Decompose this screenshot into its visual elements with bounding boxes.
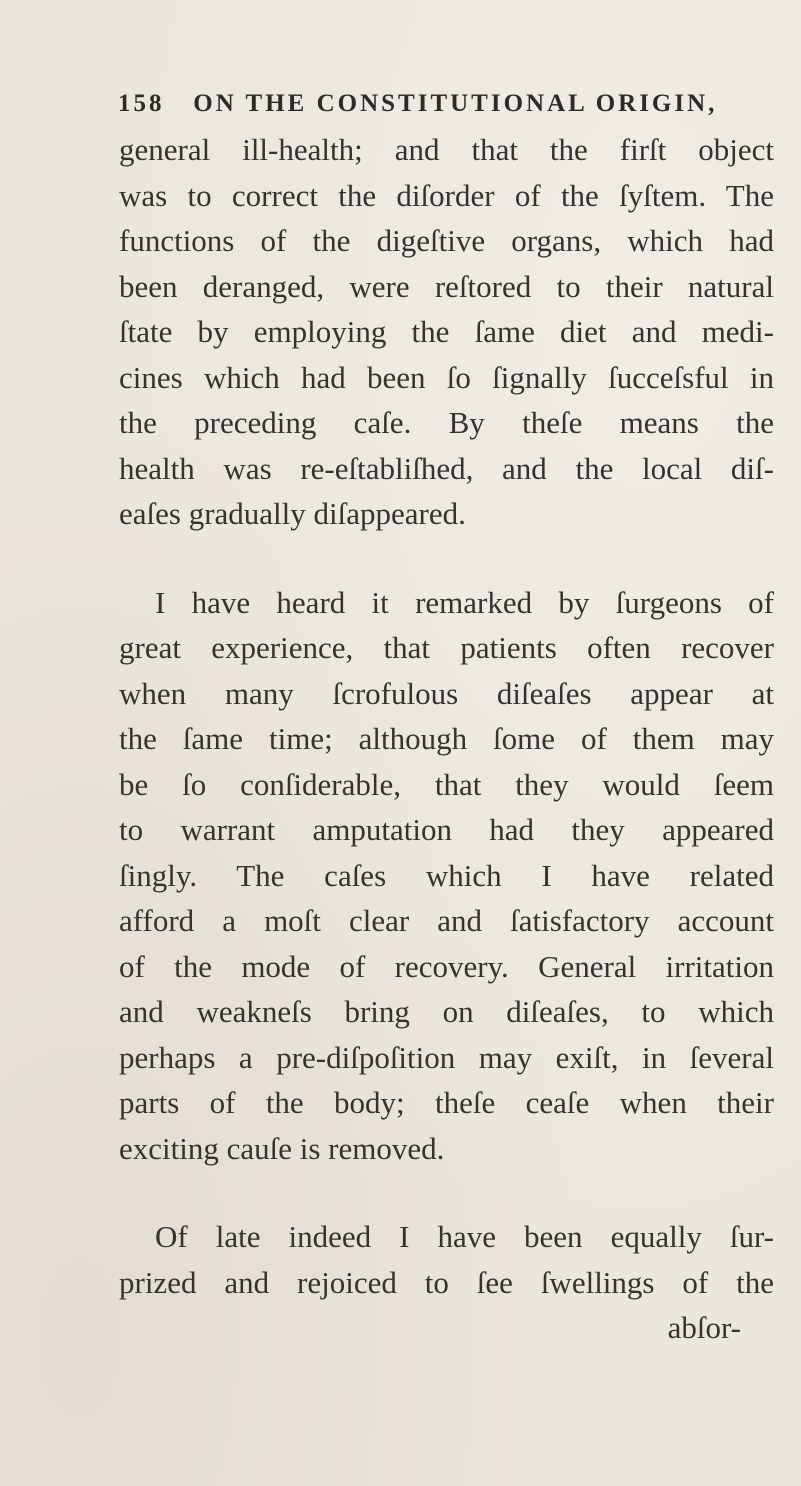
text-line: and weakneſs bring on diſeaſes, to which [119, 994, 774, 1029]
text-line: health was re-eſtabliſhed, and the local diſ- [119, 450, 774, 486]
text-line: the ſame time; although ſome of them may [119, 721, 774, 756]
text-line: ſingly. The caſes which I have related [119, 857, 774, 893]
body-text [0, 127, 801, 1351]
text-line: been deranged, were reſtored to their natural [119, 268, 774, 304]
paragraph-1 [0, 127, 801, 537]
text-line: afford a moſt clear and ſatisfactory account [119, 903, 774, 938]
text-line: parts of the body; theſe ceaſe when their [119, 1085, 774, 1120]
text-line: exciting cauſe is removed. [119, 1130, 445, 1166]
text-line: ſtate by employing the ſame diet and medi- [119, 314, 774, 349]
text-line: was to correct the diſorder of the ſyſtem. The [119, 177, 774, 213]
catchword: abſor- [667, 1310, 741, 1345]
text-line: the preceding caſe. By theſe means the [119, 405, 774, 440]
paragraph-2 [0, 580, 801, 1172]
paragraph-3 [0, 1214, 801, 1305]
text-line: perhaps a pre-diſpoſition may exiſt, in ſeveral [119, 1039, 774, 1075]
text-line: great experience, that patients often recover [119, 630, 774, 665]
text-line: prized and rejoiced to ſee ſwellings of the [119, 1264, 774, 1300]
running-head [118, 86, 778, 122]
text-line: when many ſcrofulous diſeaſes appear at [119, 675, 774, 711]
text-line: of the mode of recovery. General irritation [119, 948, 774, 984]
catchword-row [0, 1305, 801, 1351]
paragraph-gap [0, 537, 801, 580]
text-line: eaſes gradually diſappeared. [119, 496, 466, 531]
text-line: Of late indeed I have been equally ſur- [155, 1219, 774, 1254]
text-line: to warrant amputation had they appeared [119, 812, 774, 847]
page-number: 158 [118, 90, 165, 117]
text-line: functions of the digeſtive organs, which had [119, 223, 774, 258]
text-line: I have heard it remarked by ſurgeons of [155, 584, 774, 620]
text-line: cines which had been ſo ſignally ſucceſsful in [119, 359, 774, 395]
paragraph-gap [0, 1171, 801, 1214]
text-line: be ſo conſiderable, that they would ſeem [119, 766, 774, 802]
text-line: general ill-health; and that the firſt object [119, 132, 774, 167]
running-title: ON THE CONSTITUTIONAL ORIGIN, [193, 90, 718, 117]
